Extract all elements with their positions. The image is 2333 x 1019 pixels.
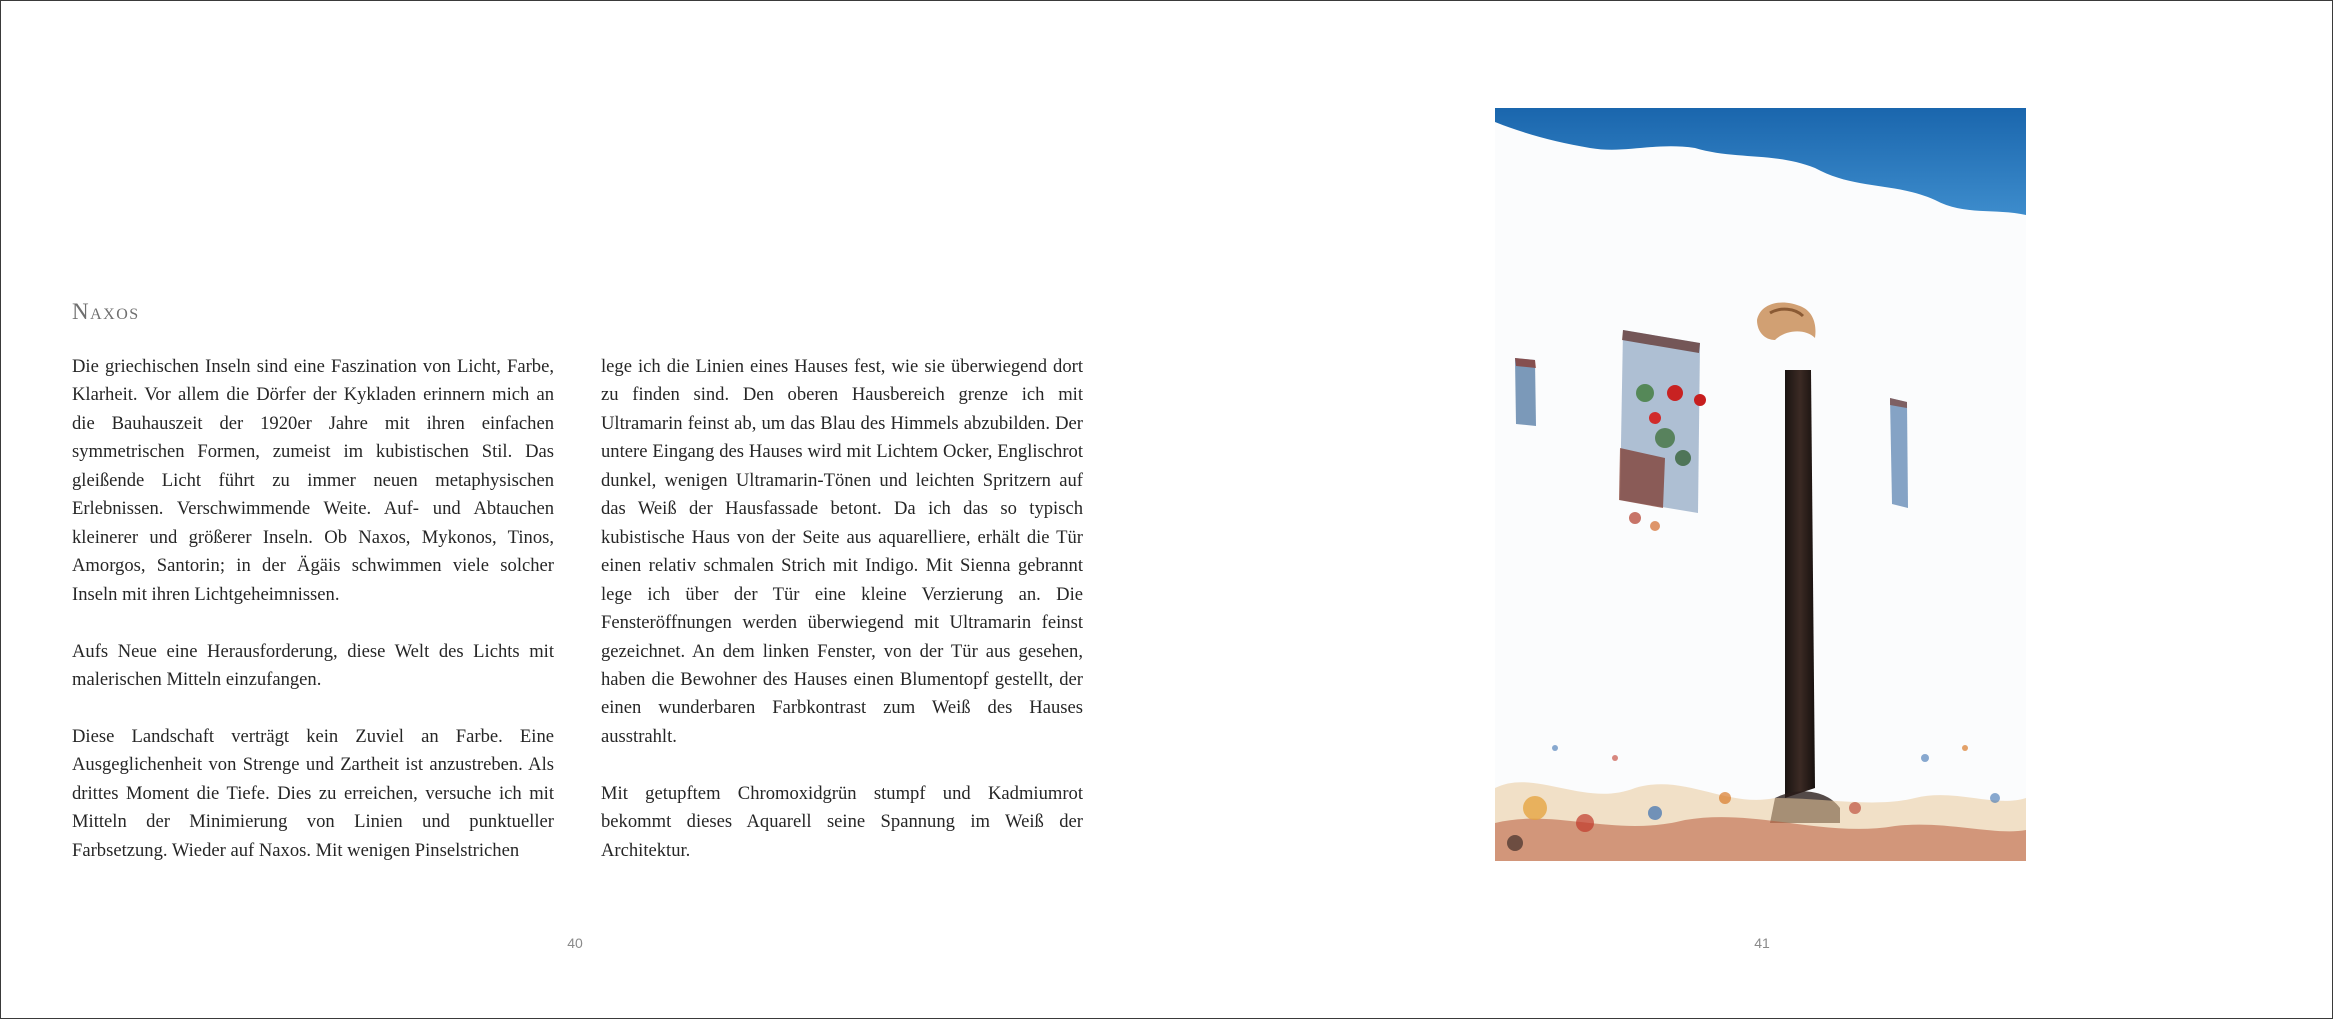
paragraph: lege ich die Linien eines Hauses fest, wie sie überwiegend dort zu finden sind. Den oberen Hausbereich grenze ich mit Ultramarin feinst ab, um das Blau des Himmels abzubilden. Der untere Eingang des Hauses wird mit Lichtem Ocker, Englischrot dunkel, wenigen Ultramarin-Tönen und leichten Spritzern auf das Weiß der Hausfassade betont. Da ich das so typisch kubistische Haus von der Seite aus aquarelliere, erhält die Tür einen relativ schmalen Strich mit Indigo. Mit Sienna gebrannt lege ich über der Tür eine kleine Verzierung an. Die Fensteröffnungen werden überwiegend mit Ultramarin feinst gezeichnet. An dem linken Fenster, von der Tür aus gesehen, haben die Bewohner des Hauses einen Blumentopf gestellt, der einen wunderbaren Farbkontrast zum Weiß des Hauses ausstrahlt. (601, 356, 1083, 747)
paragraph: Mit getupftem Chromoxidgrün stumpf und Kadmiumrot bekommt dieses Aquarell seine Spannung im Weiß der Architektur. (601, 782, 1083, 861)
text-column-left (72, 353, 554, 865)
watercolor-painting (1495, 108, 2026, 861)
paragraph: Aufs Neue eine Herausforderung, diese Welt des Lichts mit malerischen Mitteln einzufangen. (72, 640, 554, 690)
paragraph: Die griechischen Inseln sind eine Faszination von Licht, Farbe, Klarheit. Vor allem die Dörfer der Kykladen erinnern mich an die Bauhauszeit der 1920er Jahre mit ihren einfachen symmetrischen Formen, zumeist im kubistischen Stil. Das gleißende Licht führt zu immer neuen metaphysischen Erlebnissen. Verschwimmende Weite. Auf- und Abtauchen kleinerer und größerer Inseln. Ob Naxos, Mykonos, Tinos, Amorgos, Santorin; in der Ägäis schwimmen viele solcher Inseln mit ihren Lichtgeheimnissen. (72, 356, 554, 605)
page-number-right: 41 (1754, 935, 1770, 951)
page-number-left: 40 (567, 935, 583, 951)
paragraph: Diese Landschaft verträgt kein Zuviel an Farbe. Eine Ausgeglichenheit von Strenge und Zartheit ist anzustreben. Als drittes Moment die Tiefe. Dies zu erreichen, versuche ich mit Mitteln der Minimierung von Linien und punktueller Farbsetzung. Wieder auf Naxos. Mit wenigen Pinselstrichen (72, 725, 554, 861)
watercolor-house-image (1495, 108, 2026, 861)
chapter-heading: Naxos (72, 299, 140, 324)
text-column-right (601, 353, 1083, 865)
